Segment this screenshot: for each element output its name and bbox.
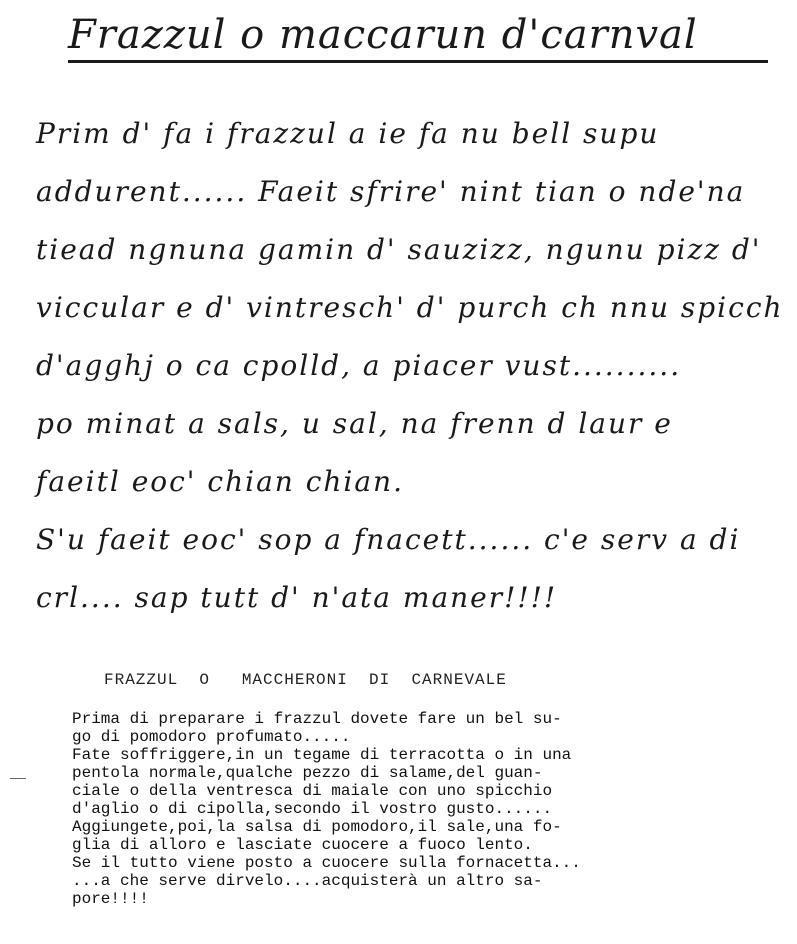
handwritten-line: Prim d' fa i frazzul a ie fa nu bell supu xyxy=(36,117,660,150)
typed-line: pore!!!! xyxy=(72,890,149,908)
handwritten-title: Frazzul o maccarun d'carnval xyxy=(68,12,698,58)
typed-line: Se il tutto viene posto a cuocere sulla fornacetta... xyxy=(72,854,581,872)
typed-line: pentola normale,qualche pezzo di salame,del guan- xyxy=(72,764,543,782)
typed-line: d'aglio o di cipolla,secondo il vostro gusto...... xyxy=(72,800,553,818)
typed-line: Fate soffriggere,in un tegame di terracotta o in una xyxy=(72,746,572,764)
handwritten-line: viccular e d' vintresch' d' purch ch nnu spicch xyxy=(36,291,784,324)
handwritten-line: crl.... sap tutt d' n'ata maner!!!! xyxy=(36,581,558,614)
typed-line: Prima di preparare i frazzul dovete fare un bel su- xyxy=(72,710,562,728)
margin-mark xyxy=(10,778,26,779)
handwritten-line: po minat a sals, u sal, na frenn d laur e xyxy=(36,407,673,440)
title-underline xyxy=(68,60,768,63)
typed-line: go di pomodoro profumato..... xyxy=(72,728,351,746)
handwritten-text xyxy=(36,105,786,627)
typed-line: glia di alloro e lasciate cuocere a fuoco lento. xyxy=(72,836,533,854)
typed-title: FRAZZUL O MACCHERONI DI CARNEVALE xyxy=(104,671,507,689)
typed-line: ciale o della ventresca di maiale con uno spicchio xyxy=(72,782,553,800)
typed-line: Aggiungete,poi,la salsa di pomodoro,il sale,una fo- xyxy=(72,818,562,836)
handwritten-line: d'agghj o ca cpolld, a piacer vust.......... xyxy=(36,349,682,382)
handwritten-line: addurent...... Faeit sfrire' nint tian o nde'na xyxy=(36,175,746,208)
handwritten-line: S'u faeit eoc' sop a fnacett...... c'e serv a di xyxy=(36,523,741,556)
typed-line: ...a che serve dirvelo....acquisterà un altro sa- xyxy=(72,872,543,890)
handwritten-line: tiead ngnuna gamin d' sauzizz, ngunu pizz d' xyxy=(36,233,762,266)
handwritten-line: faeitl eoc' chian chian. xyxy=(36,465,404,498)
typed-text xyxy=(72,710,581,908)
